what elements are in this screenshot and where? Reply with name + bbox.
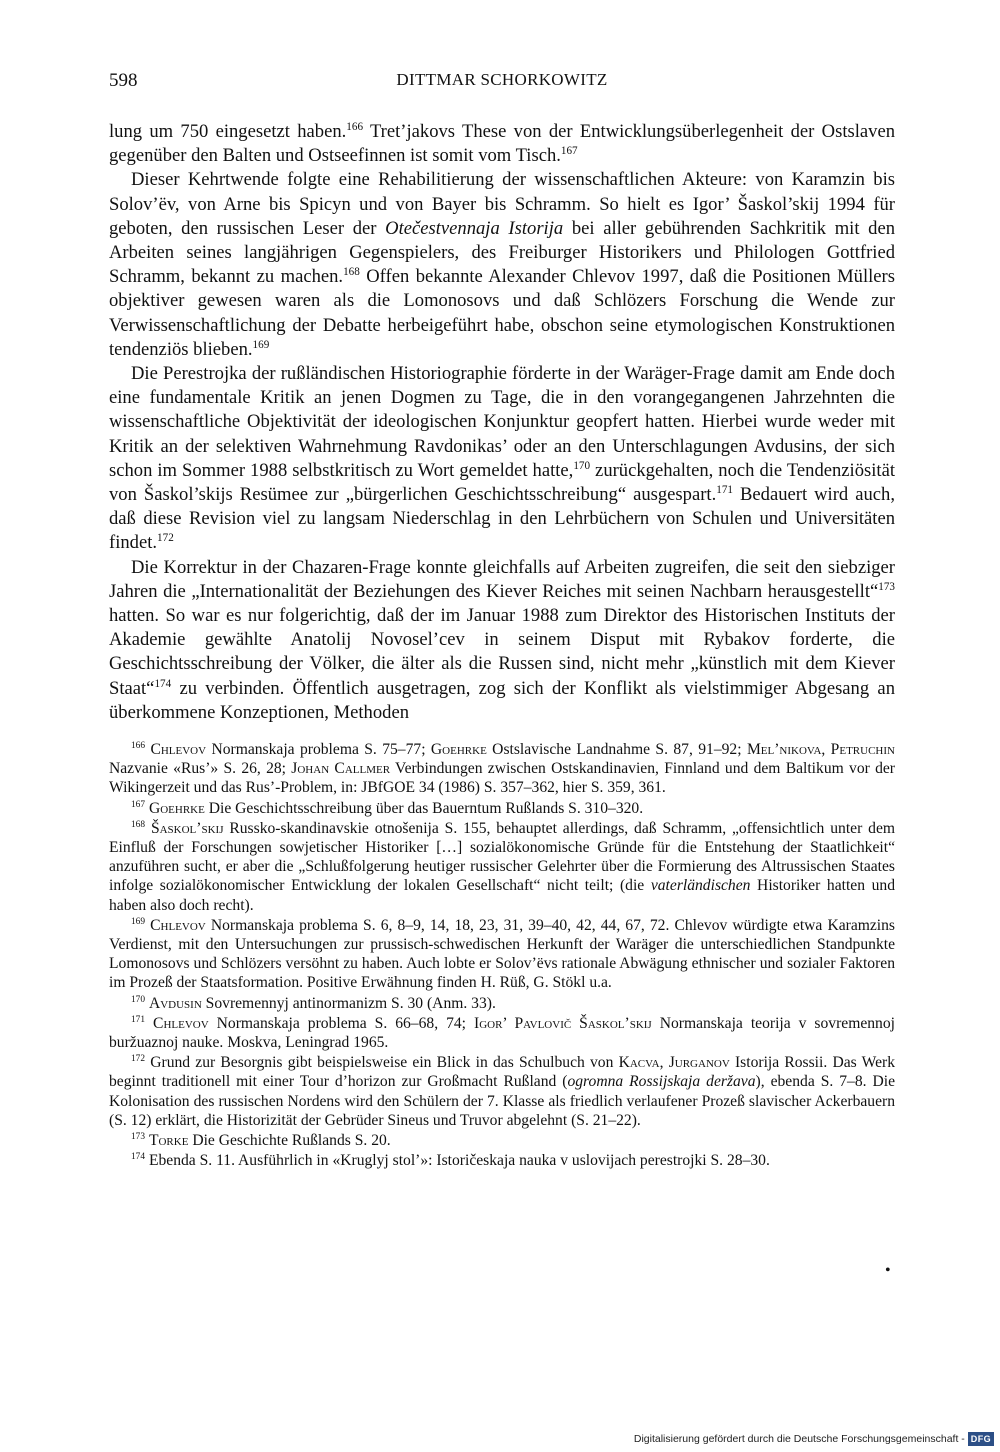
- footnote-number: 166: [131, 740, 146, 751]
- main-text: [109, 120, 895, 725]
- text-run: ), ebenda S. 7–8. Die Kolonisation des russischen Nordens wird den Schülern der 7. Klasse als friedlich verlaufener Prozeß slavischer Ackerbauern (S. 12) erklärt, die Historizität der Gebrüder Sineus und Truvor abgelehnt (S. 21–22).: [109, 1073, 895, 1129]
- running-head: [109, 70, 895, 90]
- text-run: Normanskaja problema S. 6, 8–9, 14, 18, 23, 31, 39–40, 42, 44, 67, 72. Chlevov würdigte etwa Karamzins Verdienst, mit den Untersuchungen zur prussisch-schwedischen Herkunft der Waräger die unterschiedlichen Standpunkte Lomonosovs und Schlözers versöhnt zu haben. Auch lobte er Solov’ëvs rationale Abwägung ethnischer und sozialer Faktoren im Prozeß der Staatsformation. Positive Erwähnung finden H. Rüß, G. Stökl u.a.: [109, 916, 895, 992]
- footnote-166: [109, 740, 895, 798]
- text-run: Die Geschichtsschreibung über das Bauerntum Rußlands S. 310–320.: [204, 799, 644, 817]
- author-name: Igor’ Pavlovič Šaskol’skij: [474, 1014, 652, 1032]
- text-run: lung um 750 eingesetzt haben.: [109, 121, 347, 142]
- footnote-167: [109, 799, 895, 818]
- text-run: Offen bekannte Alexander Chlevov 1997, daß die Positionen Müllers objektiver gewesen waren als die Lomonosovs und daß Schlözers Forschung die Wende zur Verwissenschaftlichung der Debatte herbeigeführt habe, obschon seine etymologischen Konstruktionen tendenziös blieben.: [109, 266, 895, 360]
- footnote-ref: 174: [154, 677, 172, 690]
- footnote-ref: 170: [573, 459, 591, 472]
- running-head-initial-2: S: [480, 70, 491, 89]
- footnote-ref: 167: [560, 144, 578, 157]
- author-name: Kacva, Jurganov: [618, 1054, 730, 1072]
- paragraph-1: [109, 120, 895, 168]
- footnote-number: 167: [131, 799, 146, 810]
- footnote-number: 168: [131, 819, 146, 830]
- text-run: Normanskaja problema S. 66–68, 74;: [208, 1014, 474, 1032]
- footnote-number: 169: [131, 916, 146, 927]
- footnote-172: [109, 1053, 895, 1130]
- footnote-168: [109, 819, 895, 915]
- text-run: Russko-skandinavskie otnošenija S. 155, behauptet allerdings, daß Schramm, „offensichtlich unter dem Einfluß der Forschungen sowjetischer Historiker […] sozialökonomische Gründe für die Entstehung der Staatlichkeit“ anzuführen sucht, er aber die „Schlußfolgerung heutiger russischer Gelehrter über die Formierung des Altrussischen Staates infolge sozialökonomischer Entwicklung der lokalen Gesellschaft“ nicht teilt; (die: [109, 819, 895, 895]
- italic-title: Otečestvennaja Istorija: [385, 217, 564, 239]
- footnote-number: 174: [131, 1152, 146, 1163]
- text-run: bei aller gebührenden Sachkritik mit den Arbeiten seines langjährigen Gegenspielers, des Freiburger Historikers und Philologen Gottfried Schramm, bekannt zu machen.: [109, 217, 895, 288]
- digitization-footer: [634, 1432, 994, 1446]
- page-number: 598: [109, 70, 138, 91]
- text-run: Bedauert wird auch, daß diese Revision viel zu langsam Niederschlag in den Lehrbüchern von Schulen und Universitäten findet.: [109, 484, 895, 554]
- text-run: Ostslavische Landnahme S. 87, 91–92;: [486, 741, 747, 758]
- paragraph-2: [109, 168, 895, 362]
- text-run: Normanskaja teorija v sovremennoj buržuaznoj nauke. Moskva, Leningrad 1965.: [109, 1014, 895, 1052]
- text-run: Verbindungen zwischen Ostskandinavien, Finnland und dem Baltikum vor der Wikingerzeit und das Rus’-Problem, in: JBfGOE 34 (1986) S. 357–362, hier S. 359, 361.: [109, 760, 895, 797]
- author-name: Torke: [148, 1132, 189, 1150]
- text-run: hatten. So war es nur folgerichtig, daß der im Januar 1988 zum Direktor des Historischen Instituts der Akademie gewählte Anatolij Novosel’cev in seinem Disput mit Rybakov forderte, die Geschichtsschreibung der Völker, die älter als die Russen sind, nicht mehr „künstlich mit dem Kiever Staat“: [109, 605, 895, 699]
- text-run: Grund zur Besorgnis gibt beispielsweise ein Blick in das Schulbuch von: [150, 1054, 619, 1072]
- text-run: Sovremennyj antinormanizm S. 30 (Anm. 33).: [201, 994, 496, 1012]
- author-name: Šaskol’skij: [150, 819, 224, 837]
- footnote-170: [109, 994, 895, 1013]
- running-head-rest-2: CHORKOWITZ: [490, 70, 608, 89]
- footnote-ref: 172: [157, 532, 174, 545]
- text-run: Historiker hatten und haben also doch recht).: [109, 877, 895, 914]
- footnotes: [109, 740, 895, 1171]
- footnote-171: [109, 1014, 895, 1052]
- author-name: Goehrke: [430, 741, 487, 758]
- footnote-number: 172: [131, 1054, 146, 1065]
- footnote-number: 173: [131, 1131, 146, 1142]
- paragraph-4: [109, 556, 895, 725]
- footnote-number: 170: [131, 994, 146, 1005]
- running-head-rest-1: ITTMAR: [409, 70, 476, 89]
- text-run: zu verbinden. Öffentlich ausgetragen, zog sich der Konflikt als vielstimmiger Abgesang an überkommene Konzeptionen, Methoden: [109, 677, 895, 723]
- author-name: Chlevov: [150, 741, 207, 758]
- footnote-number: 171: [131, 1014, 146, 1025]
- footnote-ref: 169: [252, 338, 270, 351]
- author-name: Johan Callmer: [291, 760, 391, 778]
- author-name: Chlevov: [150, 916, 206, 934]
- italic-text: ogromna Rossijskaja deržava: [567, 1073, 756, 1091]
- author-name: Mel’nikova, Petruchin: [746, 741, 895, 758]
- footnote-ref: 173: [878, 580, 895, 593]
- author-name: Chlevov: [153, 1014, 209, 1032]
- footnote-ref: 171: [716, 483, 733, 496]
- footnote-174: [109, 1151, 895, 1170]
- text-run: Istorija Rossii. Das Werk beginnt traditionell mit einer Tour d’horizon zur Großmacht Rußland (: [109, 1054, 895, 1091]
- author-name: Avdusin: [148, 994, 202, 1012]
- text-run: Die Perestrojka der rußländischen Historiographie förderte in der Waräger-Frage damit am Ende doch eine fundamentale Kritik an jenen Dogmen zu Tage, die in den vorangegangenen Jahrzehnten die wissenschaftliche Objektivität der ideologischen Konjunktur geopfert hatten. Hierbei wurde weder mit Kritik an der selektiven Wahrnehmung Ravdonikas’ oder an den Unterschlagungen Avdusins, der sich schon im Sommer 1988 selbstkritisch zu Wort gemeldet hatte,: [109, 363, 895, 481]
- text-run: Normanskaja problema S. 75–77;: [206, 741, 431, 758]
- footnote-ref: 166: [346, 120, 364, 133]
- footnote-169: [109, 916, 895, 993]
- footnote-ref: 168: [343, 265, 360, 278]
- footer-text: Digitalisierung gefördert durch die Deutsche Forschungsgemeinschaft -: [633, 1433, 965, 1445]
- footnote-173: [109, 1131, 895, 1150]
- text-run: Ebenda S. 11. Ausführlich in «Kruglyj stol’»: Istoričeskaja nauka v uslovijach perestrojki S. 28–30.: [148, 1152, 770, 1170]
- text-run: Die Geschichte Rußlands S. 20.: [188, 1132, 391, 1150]
- paragraph-3: [109, 362, 895, 556]
- author-name: Goehrke: [148, 799, 205, 817]
- italic-text: vaterländischen: [650, 877, 751, 895]
- text-run: Die Korrektur in der Chazaren-Frage konnte gleichfalls auf Arbeiten zugreifen, die seit den siebziger Jahren die „Internationalität der Beziehungen des Kiever Reiches mit seinen Nachbarn herausgestellt“: [109, 556, 895, 602]
- text-run: Nazvanie «Rus’» S. 26, 28;: [109, 760, 292, 778]
- running-head-initial-1: D: [396, 70, 409, 89]
- dfg-logo: DFG: [968, 1432, 994, 1446]
- page-header: [109, 70, 895, 94]
- text-run: zurückgehalten, noch die Tendenziösität von Šaskol’skijs Resümee zur „bürgerlichen Geschichtsschreibung“ ausgespart.: [109, 459, 896, 506]
- stray-mark: •: [885, 1262, 891, 1279]
- text-run: Dieser Kehrtwende folgte eine Rehabilitierung der wissenschaftlichen Akteure: von Karamzin bis Solov’ëv, von Arne bis Spicyn und von Bayer bis Schramm. So hielt es Igor’ Šaskol’skij 1994 für geboten, den russischen Leser der: [109, 169, 895, 239]
- text-run: Tret’jakovs These von der Entwicklungsüberlegenheit der Ostslaven gegenüber den Balten und Ostseefinnen ist somit vom Tisch.: [109, 121, 896, 167]
